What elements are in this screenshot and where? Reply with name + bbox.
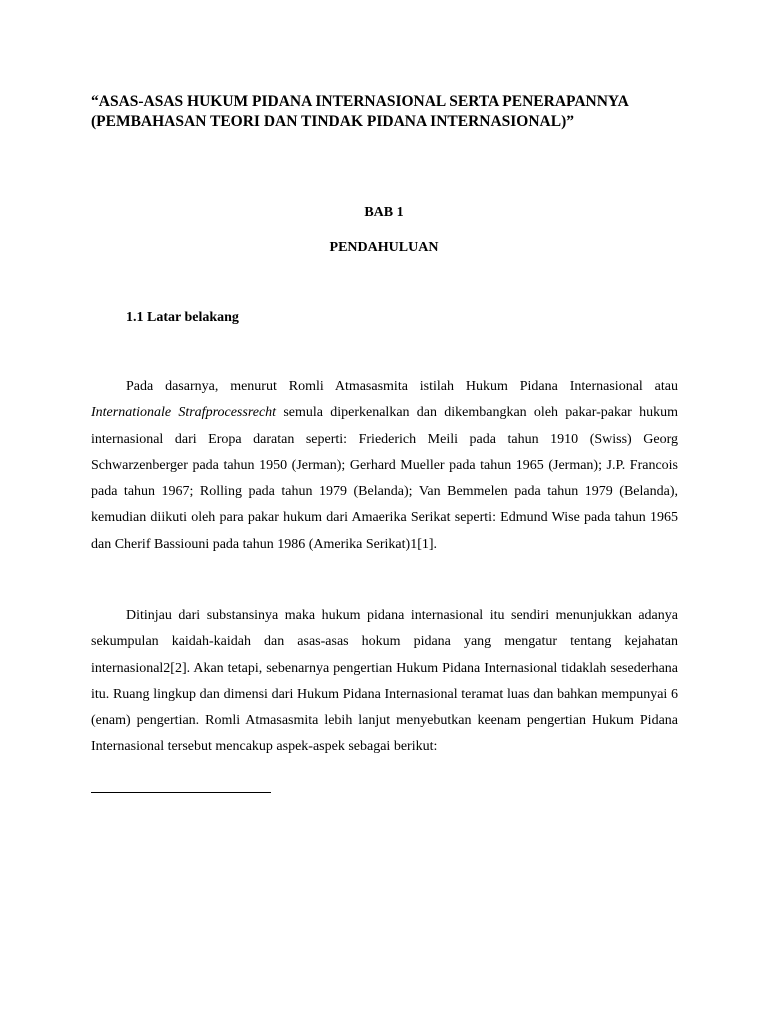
paragraph-1-lead: Pada dasarnya, menurut Romli Atmasasmita istilah Hukum Pidana Internasional atau — [126, 379, 678, 394]
paragraph-1-italic-term: Internationale Strafprocessrecht — [91, 405, 277, 421]
paragraph-2-text: Ditinjau dari substansinya maka hukum pidana internasional itu sendiri menunjukkan adanya sekumpulan kaidah-kaidah dan asas-asas hokum pidana yang mengatur tentang kejahatan internasional2[2]. Akan tetapi, sebenarnya pengertian Hukum Pidana Internasional tidaklah sesederhana itu. Ruang lingkup dan dimensi dari Hukum Pidana Internasional teramat luas dan bahkan mempunyai 6 (enam) pengertian. Romli Atmasasmita lebih lanjut menyebutkan keenam pengertian Hukum Pidana Internasional tersebut mencakup aspek-aspek sebagai berikut: — [91, 608, 678, 755]
paragraph-1-rest: semula diperkenalkan dan dikembangkan oleh pakar-pakar hukum internasional dari Eropa daratan seperti: Friederich Meili pada tahun 1910 (Swiss) Georg Schwarzenberger pada tahun 1950 (Jerman); Gerhard Mueller pada tahun 1965 (Jerman); J.P. Francois pada tahun 1967; Rolling pada tahun 1979 (Belanda); Van Bemmelen pada tahun 1979 (Belanda), kemudian diikuti oleh para pakar hukum dari Amaerika Serikat seperti: Edmund Wise pada tahun 1965 dan Cherif Bassiouni pada tahun 1986 (Amerika Serikat)1[1]. — [91, 405, 678, 552]
chapter-number: BAB 1 — [364, 205, 404, 220]
paragraph-1 — [91, 374, 678, 558]
footnote-separator — [91, 792, 271, 793]
chapter-title: PENDAHULUAN — [329, 240, 439, 255]
section-heading: 1.1 Latar belakang — [126, 310, 239, 325]
paragraph-2 — [91, 603, 678, 761]
document-title: “ASAS-ASAS HUKUM PIDANA INTERNASIONAL SERTA PENERAPANNYA (PEMBAHASAN TEORI DAN TINDAK PIDANA INTERNASIONAL)” — [91, 93, 629, 130]
